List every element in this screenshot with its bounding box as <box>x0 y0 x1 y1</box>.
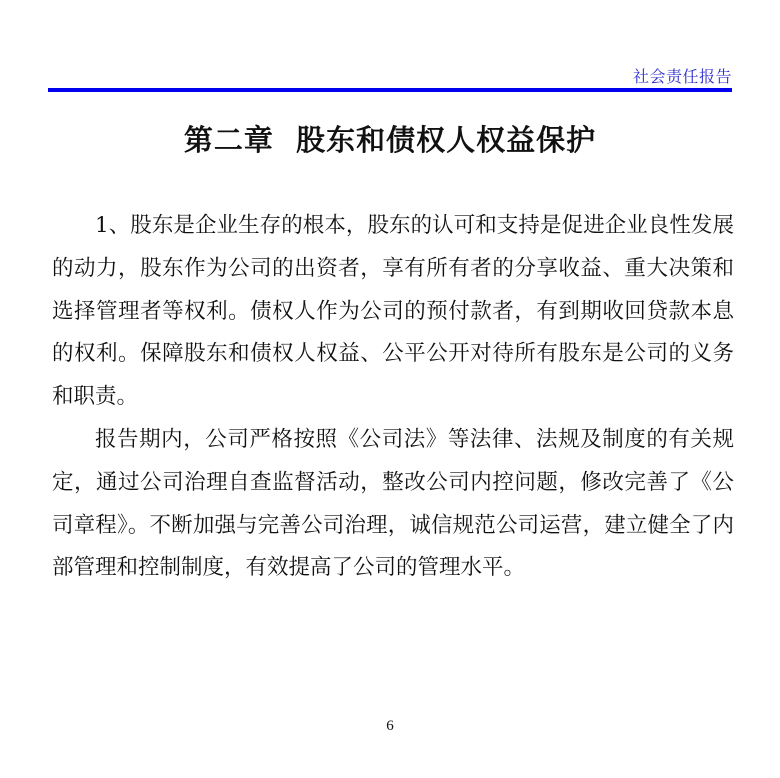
chapter-title: 第二章 股东和债权人权益保护 <box>183 123 597 157</box>
paragraph-1: 1、股东是企业生存的根本，股东的认可和支持是促进企业良性发展的动力，股东作为公司的出资者，享有所有者的分享收益、重大决策和选择管理者等权利。债权人作为公司的预付款者，有到期收回贷款本息的权利。保障股东和债权人权益、公平公开对待所有股东是公司的义务和职责。 <box>52 213 734 410</box>
body-text <box>52 205 734 590</box>
running-header-label: 社会责任报告 <box>632 67 732 86</box>
paragraph-2: 报告期内，公司严格按照《公司法》等法律、法规及制度的有关规定，通过公司治理自查监督活动，整改公司内控问题，修改完善了《公司章程》。不断加强与完善公司治理，诚信规范公司运营，建立健全了内部管理和控制制度，有效提高了公司的管理水平。 <box>52 426 734 581</box>
header-rule <box>48 88 732 92</box>
page-number: 6 <box>386 718 394 734</box>
